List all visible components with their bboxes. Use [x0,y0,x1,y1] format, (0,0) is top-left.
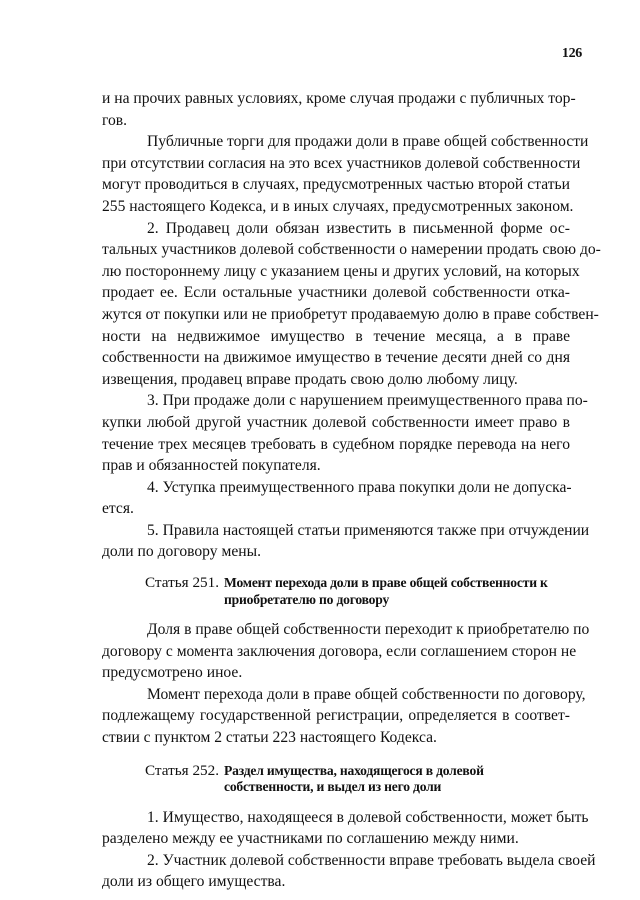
text-line: договору с момента заключения договора, если соглашением сторон не [102,642,577,660]
spacer [102,796,570,807]
text-line: доли из общего имущества. [102,873,286,891]
document-body [102,88,601,893]
text-line: извещения, продавец вправе продать свою долю любому лицу. [102,370,518,388]
text-line: 1. Имущество, находящееся в долевой собственности, может быть [147,808,589,826]
text-line: жутся от покупки или не приобретут продаваемую долю в праве собствен- [102,305,599,323]
text-line: 4. Уступка преимущественного права покупки доли не допуска- [147,478,572,496]
text-line: ности на недвижимое имущество в течение месяца, а в праве [102,327,570,345]
paragraph [102,619,590,684]
text-line: разделено между ее участниками по соглашению между ними. [102,830,519,848]
spacer [102,608,570,619]
paragraph [102,88,576,131]
text-line: прав и обязанностей покупателя. [102,457,321,475]
article-heading [145,763,565,796]
text-line: при отсутствии согласия на это всех участников долевой собственности [102,154,581,172]
text-line: могут проводиться в случаях, предусмотренных частью второй статьи [102,176,570,194]
article-number: Статья 252. [145,761,220,779]
paragraph [102,520,590,563]
paragraph [102,390,588,476]
text-line: подлежащему государственной регистрации, определяется в соответ- [102,707,570,725]
text-line: ствии с пунктом 2 статьи 223 настоящего Кодекса. [102,729,437,747]
paragraph [102,850,596,893]
text-line: Публичные торги для продажи доли в праве общей собственности [147,133,589,151]
article-heading [145,575,565,608]
article-title-line: собственности, и выдел из него доли [224,779,442,795]
page-number: 126 [561,46,582,61]
paragraph [102,131,589,217]
text-line: Доля в праве общей собственности переходит к приобретателю по [147,621,590,639]
article-title [224,763,565,796]
text-line: доли по договору мены. [102,543,261,561]
text-line: лю постороннему лицу с указанием цены и других условий, на которых [102,262,580,280]
text-line: 5. Правила настоящей статьи применяются также при отчуждении [147,521,590,539]
spacer [102,749,570,763]
text-line: и на прочих равных условиях, кроме случая продажи с публичных тор- [102,90,576,107]
article-title-line: Момент перехода доли в праве общей собственности к [224,575,548,591]
article-number: Статья 251. [145,574,220,592]
text-line: собственности на движимое имущество в течение десяти дней со дня [102,349,570,367]
text-line: предусмотрено иное. [102,664,243,682]
text-line: Момент перехода доли в праве общей собственности по договору, [147,685,586,703]
text-line: 2. Продавец доли обязан известить в письменной форме ос- [147,219,570,237]
text-line: ется. [102,500,134,518]
text-line: течение трех месяцев требовать в судебном порядке перевода на него [102,435,570,453]
paragraph [102,218,601,391]
paragraph [102,684,586,749]
text-line: купки любой другой участник долевой собственности имеет право в [102,413,570,431]
paragraph [102,477,570,520]
article-title [224,575,565,608]
text-line: 255 настоящего Кодекса, и в иных случаях, предусмотренных законом. [102,197,574,215]
article-title-line: Раздел имущества, находящегося в долевой [224,762,484,778]
article-title-line: приобретателю по договору [224,591,390,607]
text-line: продает ее. Если остальные участники долевой собственности отка- [102,284,570,302]
text-line: тальных участников долевой собственности о намерении продать свою до- [102,241,601,259]
text-line: 2. Участник долевой собственности вправе требовать выдела своей [147,851,596,869]
text-line: 3. При продаже доли с нарушением преимущественного права по- [147,392,588,410]
text-line: гов. [102,111,128,129]
paragraph [102,807,589,850]
